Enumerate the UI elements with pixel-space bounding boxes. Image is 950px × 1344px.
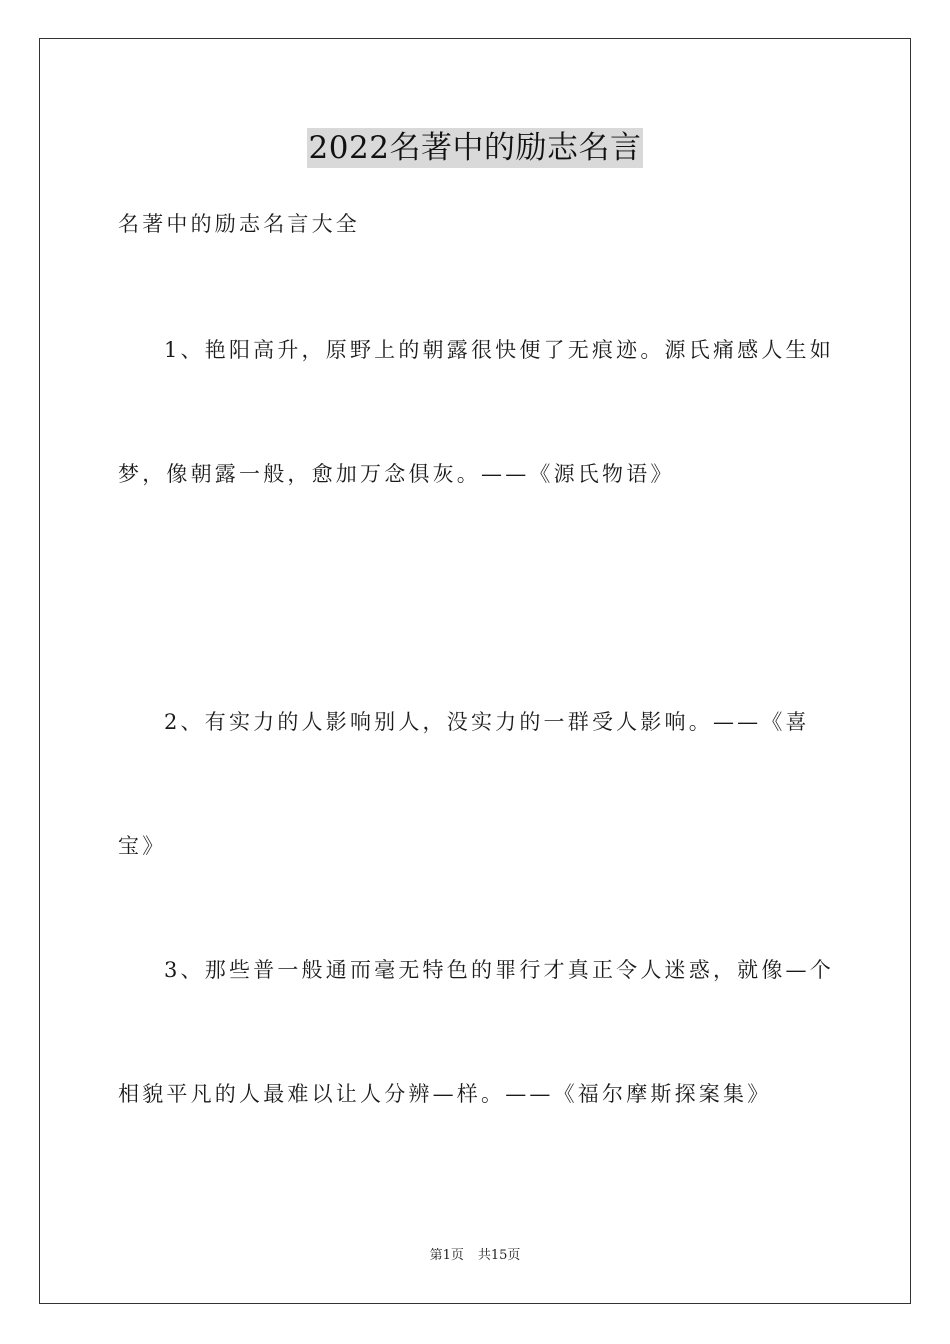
page-footer xyxy=(0,1247,950,1265)
page-total: 共15页 xyxy=(477,1248,521,1263)
title-container xyxy=(0,128,950,168)
quote-2-line-2: 宝》 xyxy=(118,834,167,858)
quote-3-line-1: 3、那些普一般通而毫无特色的罪行才真正令人迷惑，就像—个 xyxy=(164,958,834,982)
quote-1-line-1: 1、艳阳高升，原野上的朝露很快便了无痕迹。源氏痛感人生如 xyxy=(164,338,834,362)
document-title: 2022名著中的励志名言 xyxy=(308,130,642,166)
page-number: 第1页 xyxy=(429,1248,464,1263)
quote-1-line-2: 梦，像朝露一般，愈加万念俱灰。——《源氏物语》 xyxy=(118,462,675,486)
quote-2-line-1: 2、有实力的人影响别人，没实力的一群受人影响。——《喜 xyxy=(164,710,810,734)
document-subtitle: 名著中的励志名言大全 xyxy=(118,212,360,236)
quote-3-line-2: 相貌平凡的人最难以让人分辨—样。——《福尔摩斯探案集》 xyxy=(118,1082,772,1106)
